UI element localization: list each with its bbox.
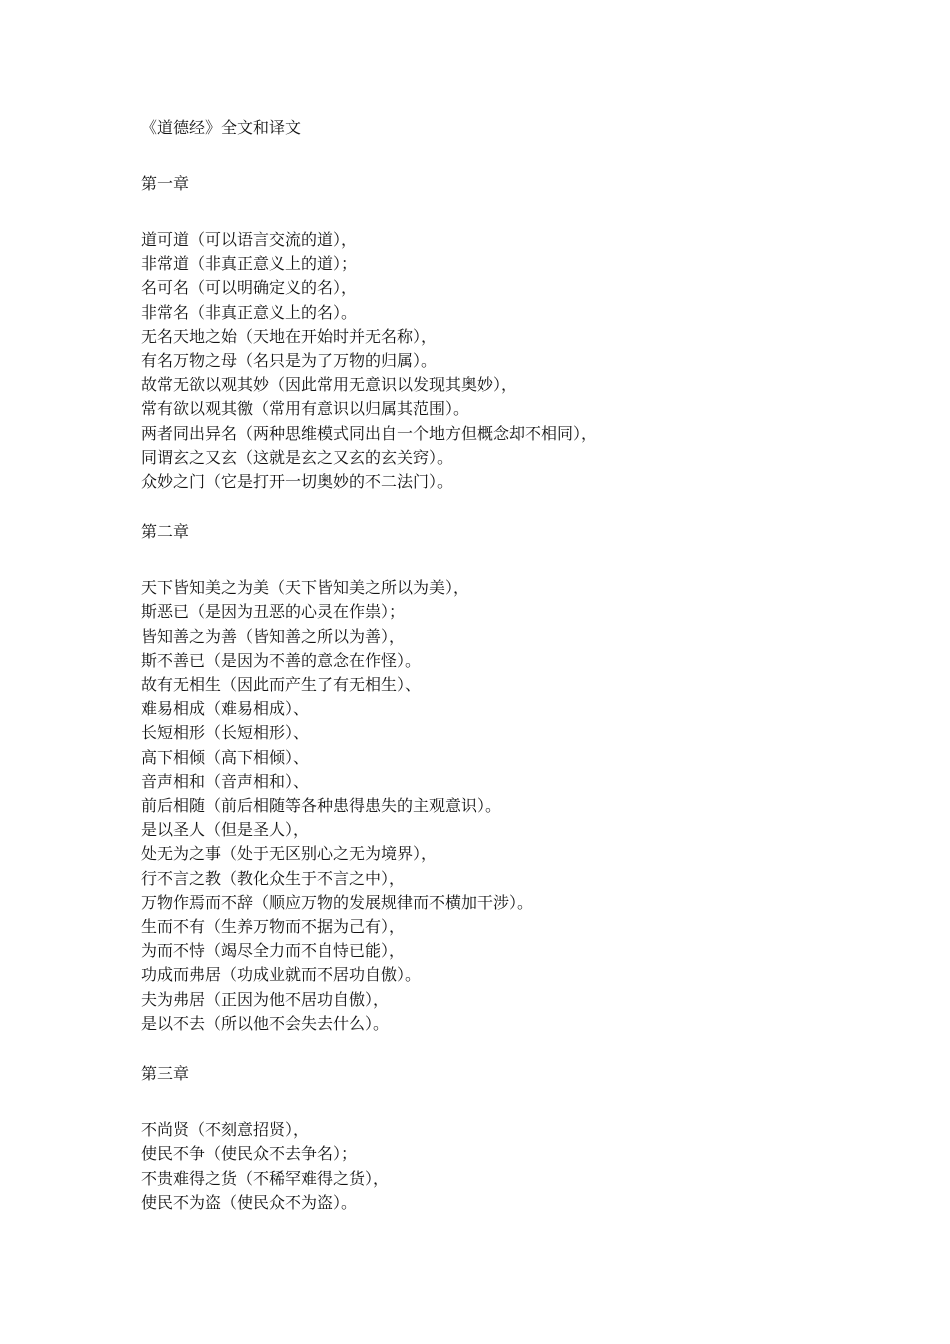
text-line: 故常无欲以观其妙（因此常用无意识以发现其奥妙）， (141, 375, 518, 395)
text-line: 斯恶已（是因为丑恶的心灵在作祟）； (141, 602, 406, 622)
chapter-heading: 第一章 (141, 174, 190, 193)
text-line: 生而不有（生养万物而不据为己有）， (141, 917, 406, 937)
text-line: 万物作焉而不辞（顺应万物的发展规律而不横加干涉）。 (141, 892, 534, 912)
text-line: 是以不去（所以他不会失去什么）。 (141, 1013, 390, 1033)
text-line: 处无为之事（处于无区别心之无为境界）， (141, 844, 438, 864)
text-line: 难易相成（难易相成）、 (141, 699, 310, 719)
chapter-2 (141, 520, 901, 1036)
text-line: 众妙之门（它是打开一切奥妙的不二法门）。 (141, 472, 454, 492)
text-line: 夫为弗居（正因为他不居功自傲）， (141, 989, 390, 1009)
text-line: 不尚贤（不刻意招贤）， (141, 1120, 310, 1140)
text-line: 音声相和（音声相和）、 (141, 771, 310, 791)
text-line: 前后相随（前后相随等各种患得患失的主观意识）。 (141, 796, 502, 816)
text-line: 使民不为盗（使民众不为盗）。 (141, 1192, 358, 1212)
text-line: 功成而弗居（功成业就而不居功自傲）。 (141, 965, 422, 985)
text-line: 为而不恃（竭尽全力而不自恃已能）， (141, 941, 406, 961)
text-line: 行不言之教（教化众生于不言之中）， (141, 868, 406, 888)
chapter-lines (141, 576, 901, 1036)
text-line: 非常名（非真正意义上的名）。 (141, 302, 358, 322)
text-line: 非常道（非真正意义上的道）； (141, 254, 358, 274)
text-line: 两者同出异名（两种思维模式同出自一个地方但概念却不相同）， (141, 423, 598, 443)
document-title: 《道德经》全文和译文 (141, 118, 302, 137)
text-line: 故有无相生（因此而产生了有无相生）、 (141, 675, 422, 695)
chapter-lines (141, 1118, 901, 1215)
text-line: 皆知善之为善（皆知善之所以为善）， (141, 626, 406, 646)
text-line: 同谓玄之又玄（这就是玄之又玄的玄关窍）。 (141, 447, 454, 467)
chapter-1 (141, 172, 901, 494)
text-line: 道可道（可以语言交流的道）， (141, 230, 358, 249)
text-line: 使民不争（使民众不去争名）； (141, 1144, 358, 1164)
chapter-lines (141, 228, 901, 494)
document-page (141, 116, 901, 1215)
text-line: 常有欲以观其徼（常用有意识以归属其范围）。 (141, 399, 470, 419)
chapter-3 (141, 1062, 901, 1215)
text-line: 无名天地之始（天地在开始时并无名称）， (141, 326, 438, 346)
text-line: 斯不善已（是因为不善的意念在作怪）。 (141, 650, 422, 670)
text-line: 名可名（可以明确定义的名）， (141, 278, 358, 298)
text-line: 有名万物之母（名只是为了万物的归属）。 (141, 351, 438, 371)
text-line: 不贵难得之货（不稀罕难得之货）， (141, 1168, 390, 1188)
text-line: 是以圣人（但是圣人）， (141, 820, 310, 840)
chapter-heading: 第三章 (141, 1064, 190, 1084)
chapter-heading: 第二章 (141, 522, 190, 542)
text-line: 长短相形（长短相形）、 (141, 723, 310, 743)
text-line: 天下皆知美之为美（天下皆知美之所以为美）， (141, 578, 470, 598)
text-line: 高下相倾（高下相倾）、 (141, 747, 310, 767)
